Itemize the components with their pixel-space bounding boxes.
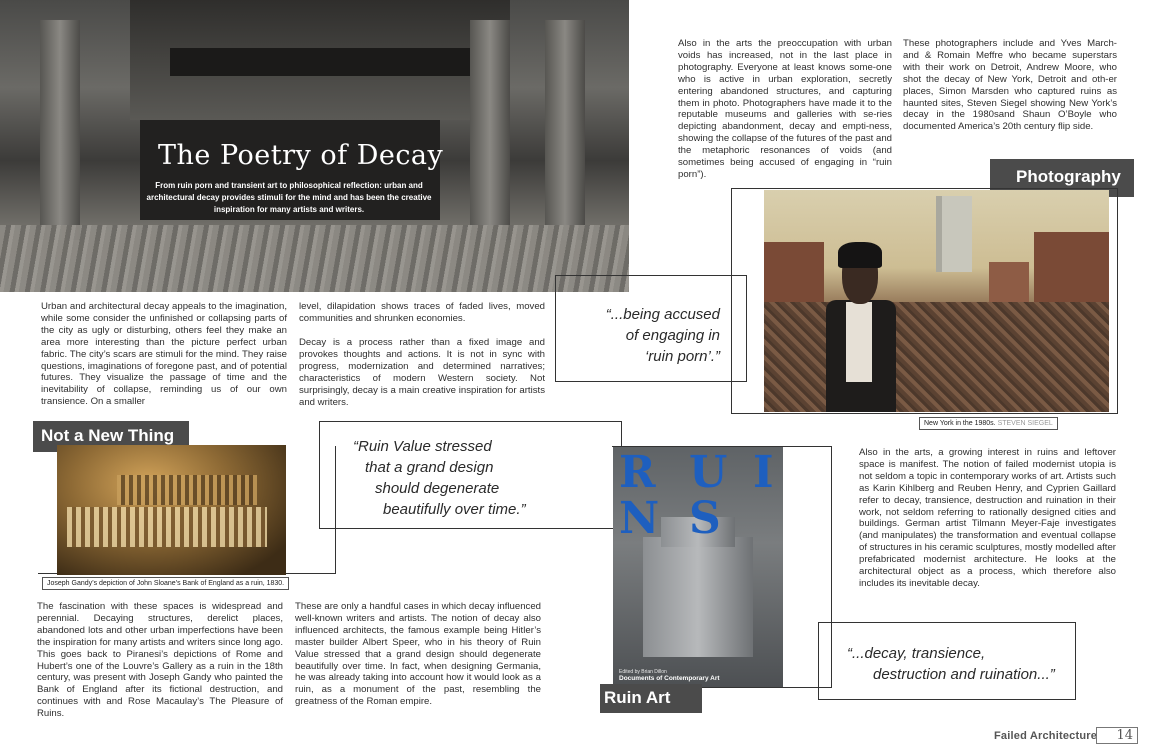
- book-title: Documents of Contemporary Art: [619, 675, 720, 682]
- bunker-pillar: [470, 20, 510, 240]
- photography-column-1: Also in the arts the preoccupation with urban voids has increased, not in the last place in photography. Everyone at least knows some-one who is active in urban exploration, secretly entering abandoned structures, and capturing them in photo. Photographers have made it to the reputable museums and galleries with se-ries depicting abandonment, decay and empti-ness, showing the collapse of the futures of the past and the metaphoric resonances of voids (and sometimes being accused of engaging in “ruin porn”).: [678, 38, 892, 180]
- ruin-walls: [67, 507, 267, 547]
- not-new-column-2: These are only a handful cases in which decay influenced well-known writers and artists. The notion of decay also influenced architects, the famous example being Hitler’s master builder Albert Speer, who in his theory of Ruin Value stressed that a grand design should degenerate beautifully over time. In fact, when designing Germania, he was already taking into account how it would look as a ruin, as a monument of the past, resembling the greatness of the Roman empire.: [295, 601, 541, 708]
- ruin-walls: [117, 475, 257, 505]
- intro-column-2b: Decay is a process rather than a fixed image and provokes thoughts and actions. It is not in sync with progress, modernization and determined narratives; characteristics of modern Western society. Not surprisingly, decay is a main creative inspiration for artists and writers.: [299, 337, 545, 408]
- intro-column-2a: level, dilapidation shows traces of faded lives, moved communities and shrunken economies.: [299, 301, 545, 324]
- section-label-not-new: Not a New Thing: [33, 421, 189, 452]
- building: [764, 242, 824, 302]
- bunker-pillar: [545, 20, 585, 240]
- quote-line: beautifully over time.”: [383, 501, 526, 518]
- pull-quote-ruin-porn: [560, 304, 720, 367]
- quote-line: “...decay, transience,: [847, 645, 986, 662]
- building: [1034, 232, 1109, 302]
- painting-caption: Joseph Gandy’s depiction of John Sloane’s Bank of England as a ruin, 1830.: [42, 577, 289, 590]
- rubble-ground: [0, 225, 629, 292]
- quote-line: destruction and ruination...”: [873, 666, 1055, 683]
- photo-credit: STEVEN SIEGEL: [997, 420, 1053, 427]
- man-shirt: [846, 302, 872, 382]
- magazine-brand: Failed Architecture: [994, 730, 1098, 742]
- ruins-letter: U: [689, 447, 728, 498]
- bunker-slit: [170, 48, 470, 76]
- man-hat: [838, 242, 882, 268]
- photography-column-2: These photographers include and Yves March-and & Romain Meffre who became superstars with their work on Detroit, Andrew Moore, who shot the decay of New York, Detroit and oth-er places, Simon Marsden who captured ruins as haunted sites, Steven Siegel showing New York’s decay in the 1980sand Shaun O’Boyle who documented America’s 20th century flip side.: [903, 38, 1117, 133]
- tower-building: [936, 196, 972, 272]
- ruins-letter: R: [619, 447, 656, 498]
- ruins-letter: I: [753, 447, 774, 498]
- ruin-art-text: Also in the arts, a growing interest in ruins and leftover space is manifest. The notion of failed modernist utopia is not seldom a topic in contemporary works of art. Artists such as Karin Kihlberg and Reuben Henry, and Cyprien Gaillard refer to decay, transience, destruction and ruination in their work, not seldom referring to rationally designed cities and buildings. German artist Tilmann Meyer-Faje investigates (and manipulates) the transformation and eventual collapse of structures in his ceramic sculptures, mostly modelled after prefabricated modernist architecture. He looks at the architectural object as a process, which therefore also includes its inevitable decay.: [859, 447, 1116, 589]
- quote-line: should degenerate: [375, 480, 500, 497]
- photo-caption: [919, 417, 1058, 430]
- ruins-letter: S: [689, 493, 721, 544]
- book-editor: Edited by Brian Dillon: [619, 669, 667, 675]
- not-new-column-1: The fascination with these spaces is widespread and perennial. Decaying structures, derelict places, abandoned lots and other urban imperfections have been the inspiration for many artists and writers since long ago. This goes back to Piranesi’s depictions of Rome and Hubert’s one of the Louvre’s Gallery as a ruin in the 18th century, was present with Joseph Gandy who painted the Bank of England after its fictional destruction, and continues with and Rose Macaulay’s The Pleasure of Ruins.: [37, 601, 283, 720]
- photo-caption-text: New York in the 1980s.: [924, 420, 996, 427]
- new-york-photo: [764, 190, 1109, 412]
- bunker-pillar: [40, 20, 80, 240]
- rubble-field: [764, 302, 1109, 412]
- page-number: 14: [1096, 727, 1138, 744]
- quote-line: of engaging in: [625, 327, 720, 344]
- quote-line: “...being accused: [605, 306, 720, 323]
- pull-quote-ruin-value: [345, 436, 565, 520]
- quote-line: ‘ruin porn’.”: [644, 348, 720, 365]
- pull-quote-decay: [847, 643, 1072, 685]
- page-title: The Poetry of Decay: [158, 140, 444, 171]
- ruins-book-cover: [613, 447, 783, 687]
- section-label-photography: Photography: [990, 159, 1134, 197]
- monolith-block: [643, 537, 753, 657]
- ruins-letter: N: [619, 493, 660, 544]
- quote-line: that a grand design: [365, 459, 494, 476]
- page-subtitle: From ruin porn and transient art to philosophical reflection: urban and architectural decay provides stimuli for the mind and has been the creative inspiration for many artists and writers.: [146, 181, 432, 214]
- hero-image: [0, 0, 629, 292]
- building: [989, 262, 1029, 302]
- intro-column-1: Urban and architectural decay appeals to the imagination, while some consider the unfinished or collapsing parts of the city as ugly or disturbing, others feel they make an area more interesting than the picture perfect urban fabric. The city’s scars are stimuli for the mind. They raise questions, imaginations of foregone past, and of potential futures. They visualize the passage of time and the inevitability of collapse, reminding us of our own transience. On a smaller: [41, 301, 287, 408]
- section-label-ruin-art: Ruin Art: [600, 684, 702, 713]
- quote-line: “Ruin Value stressed: [353, 438, 492, 455]
- gandy-painting: [57, 445, 286, 575]
